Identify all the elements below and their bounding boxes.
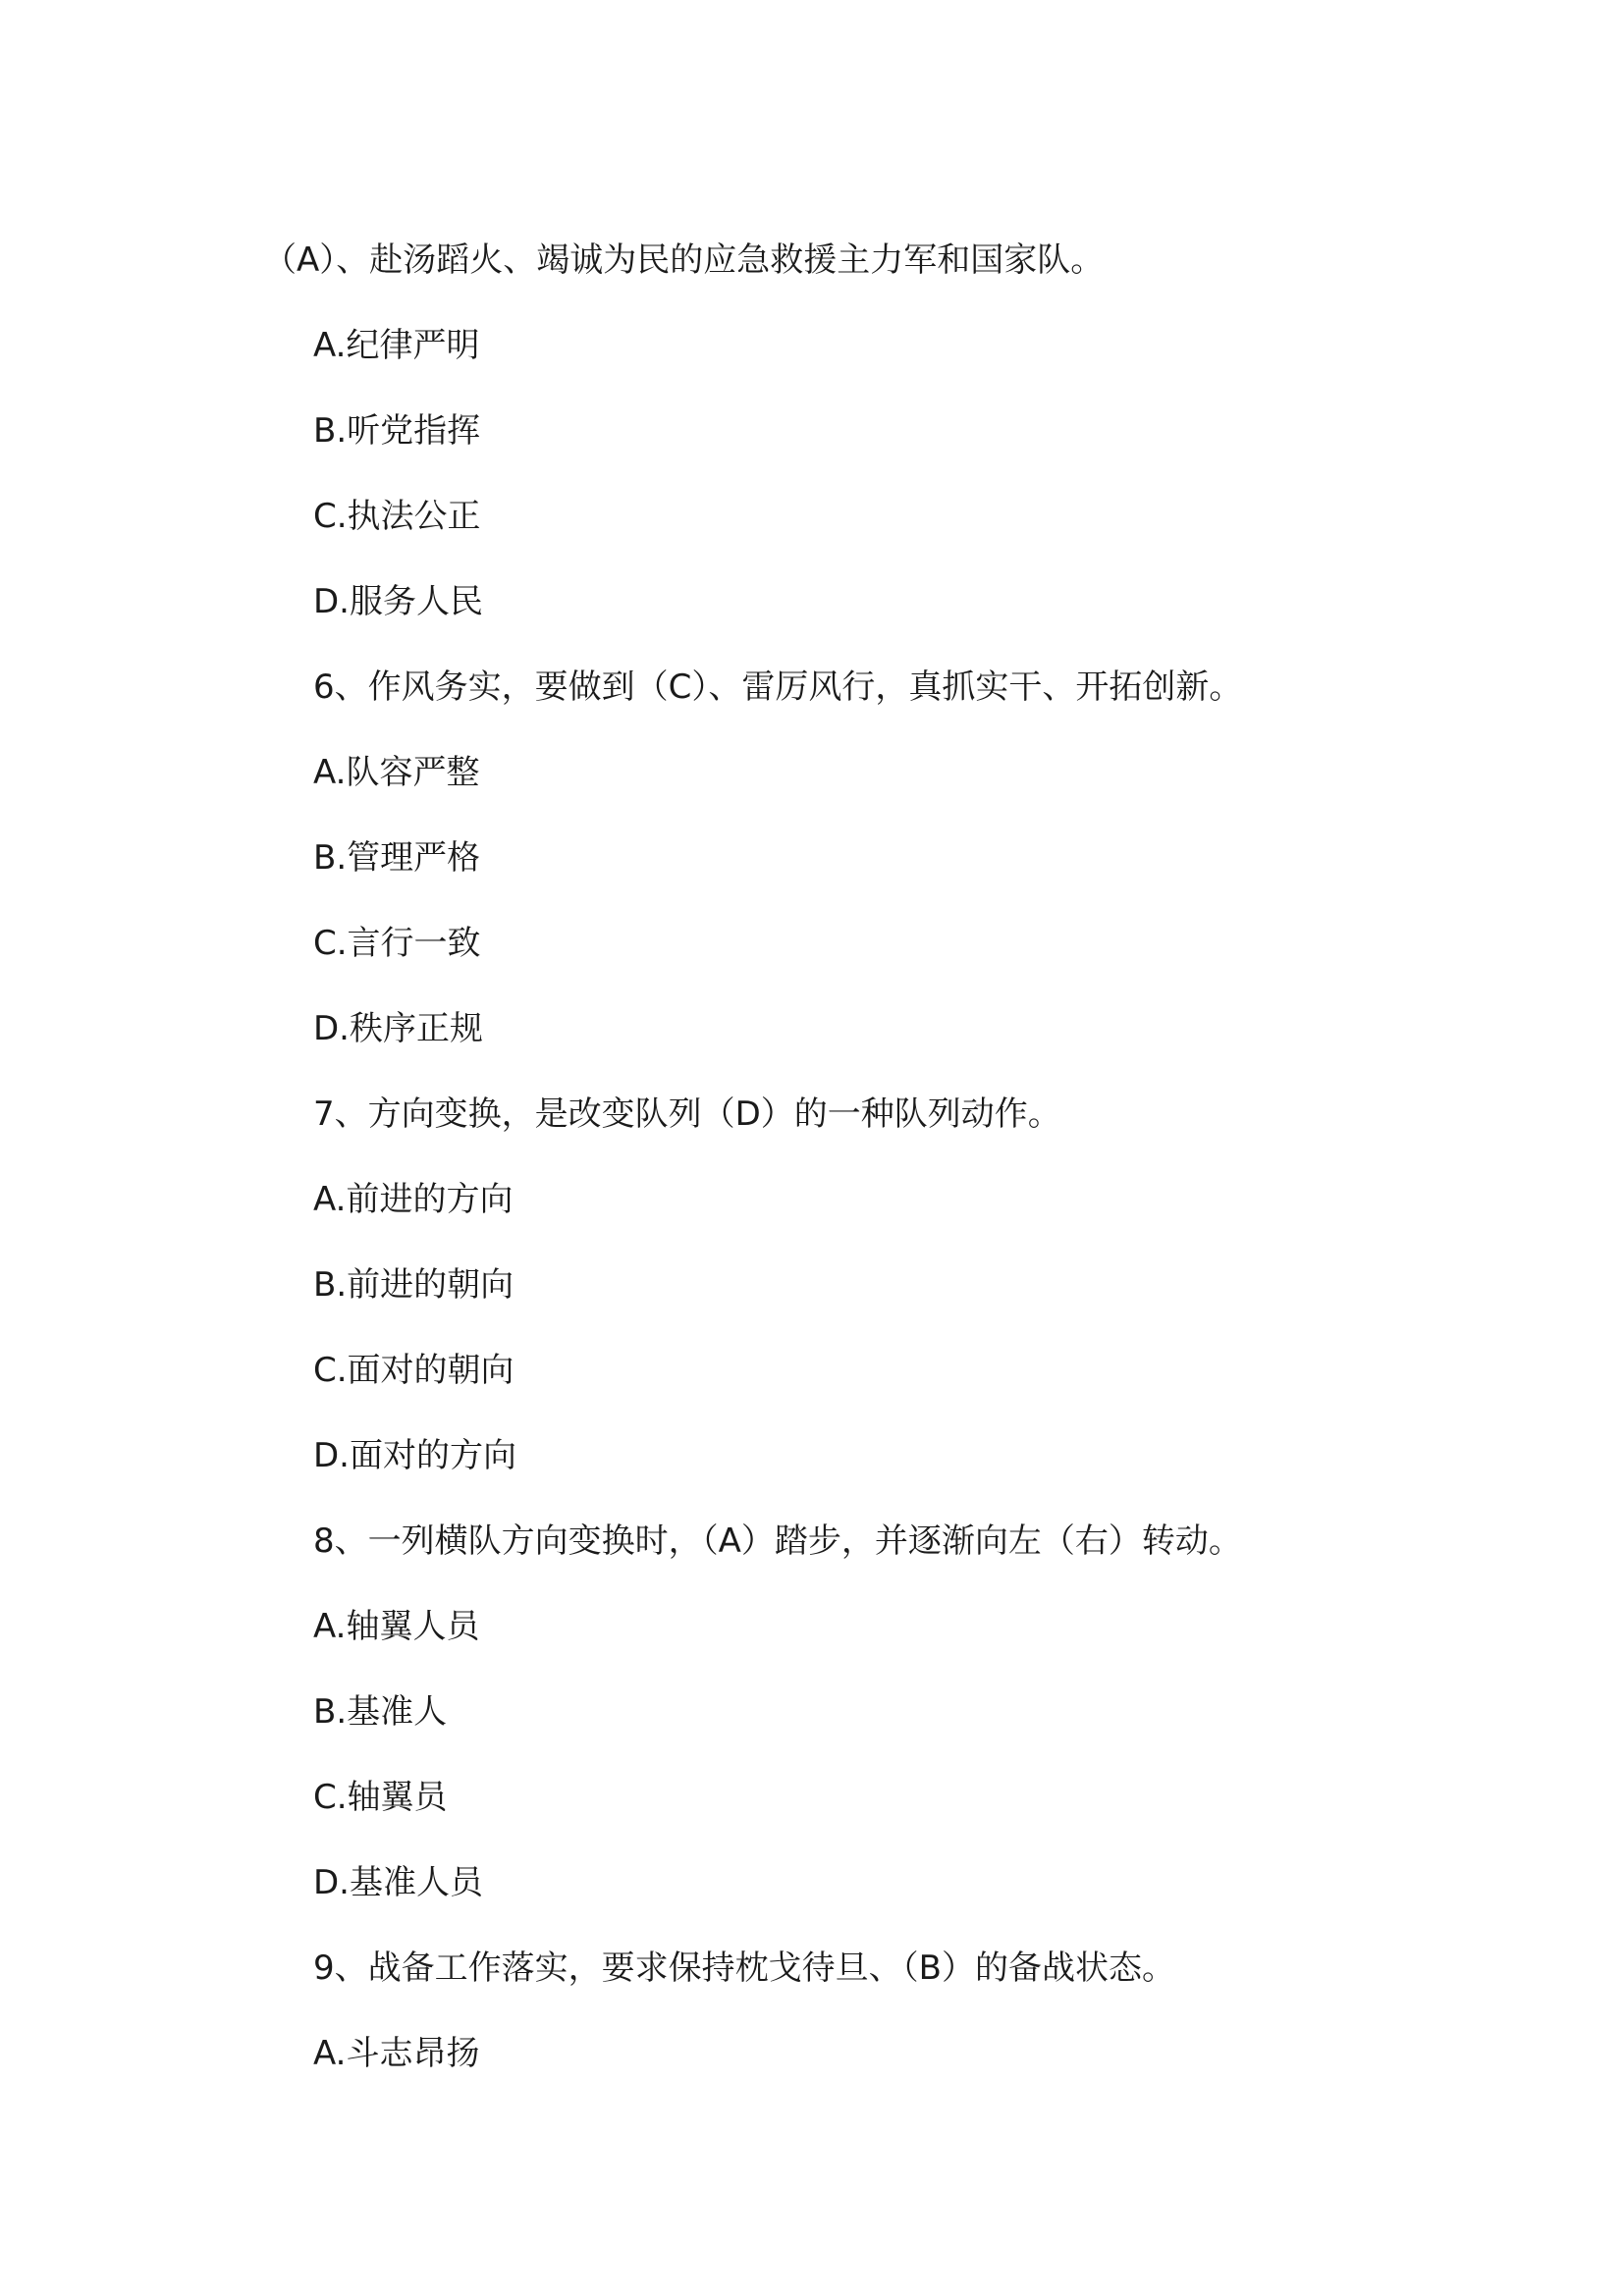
q6-option-d: D.秩序正规 [313, 1009, 483, 1048]
q7-option-c: C.面对的朝向 [313, 1351, 514, 1390]
q5-option-d: D.服务人民 [313, 582, 483, 621]
q8-option-d: D.基准人员 [313, 1863, 483, 1902]
q8-option-a: A.轴翼人员 [313, 1607, 480, 1646]
q8-option-b: B.基准人 [313, 1692, 448, 1732]
question-8: 8、一列横队方向变换时，（A）踏步，并逐渐向左（右）转动。 [313, 1522, 1242, 1561]
q7-option-d: D.面对的方向 [313, 1436, 516, 1475]
q5-option-c: C.执法公正 [313, 497, 481, 536]
q7-option-b: B.前进的朝向 [313, 1265, 514, 1305]
q6-option-b: B.管理严格 [313, 838, 481, 878]
q5-option-b: B.听党指挥 [313, 411, 481, 451]
question-6: 6、作风务实，要做到（C）、雷厉风行，真抓实干、开拓创新。 [313, 667, 1243, 707]
question-5-continuation: （A）、赴汤蹈火、竭诚为民的应急救援主力军和国家队。 [263, 240, 1105, 280]
q7-option-a: A.前进的方向 [313, 1180, 514, 1219]
q6-option-a: A.队容严整 [313, 753, 480, 792]
q5-option-a: A.纪律严明 [313, 326, 480, 365]
question-7: 7、方向变换，是改变队列（D）的一种队列动作。 [313, 1095, 1061, 1134]
q6-option-c: C.言行一致 [313, 924, 481, 963]
question-9: 9、战备工作落实，要求保持枕戈待旦、（B）的备战状态。 [313, 1949, 1175, 1988]
q9-option-a: A.斗志昂扬 [313, 2034, 480, 2073]
q8-option-c: C.轴翼员 [313, 1778, 448, 1817]
